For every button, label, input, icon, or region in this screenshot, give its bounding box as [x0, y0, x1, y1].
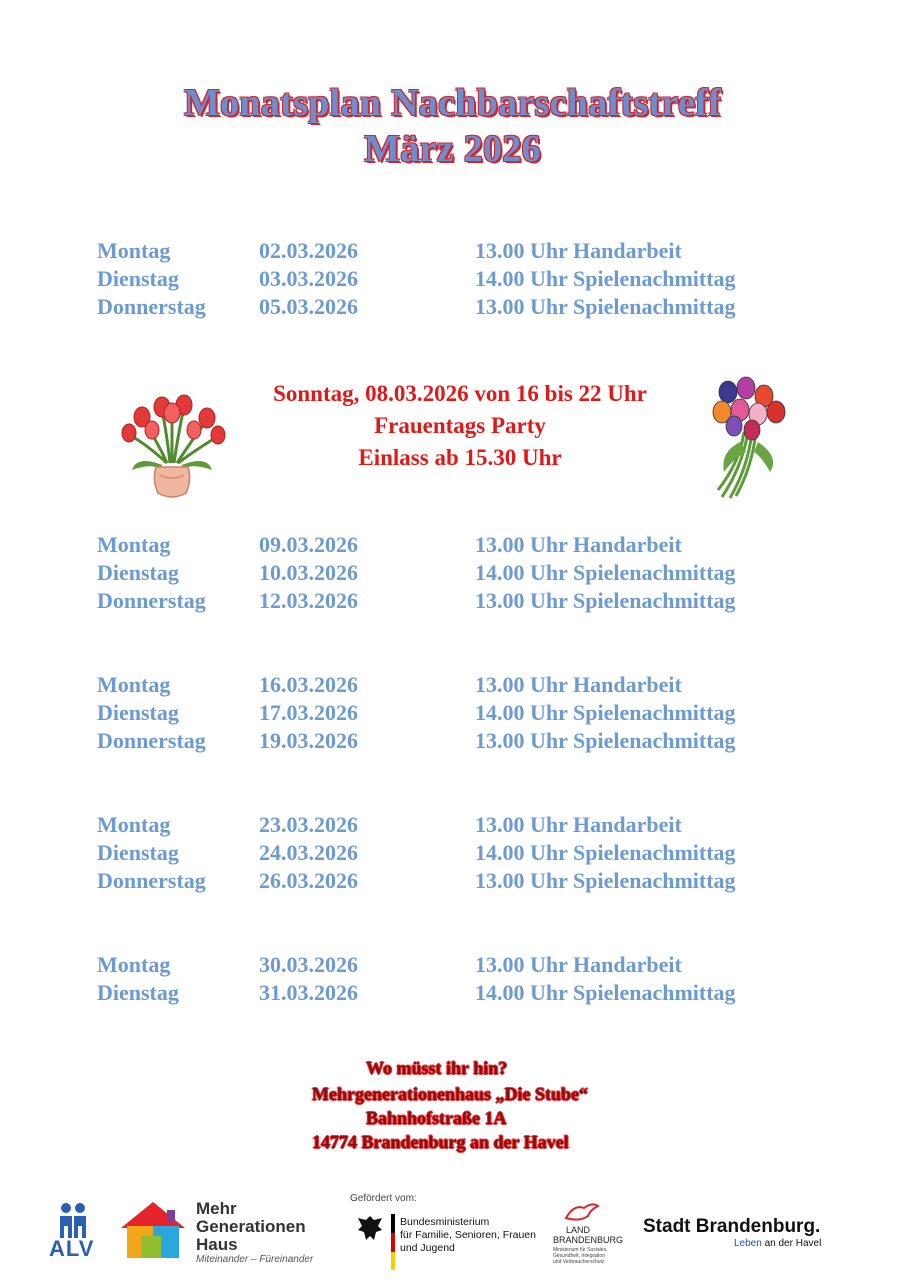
land-ministry-line-3: und Verbraucherschutz — [553, 1259, 605, 1265]
schedule-row — [0, 700, 905, 728]
city-tagline — [734, 1238, 821, 1249]
alv-logo-text: ALV — [49, 1236, 95, 1261]
row-event: 13.00 Uhr Handarbeit — [475, 238, 682, 263]
schedule-row — [0, 238, 905, 266]
brandenburg-eagle-icon — [562, 1200, 602, 1226]
row-event: 14.00 Uhr Spielenachmittag — [475, 560, 736, 585]
row-event: 13.00 Uhr Spielenachmittag — [475, 868, 736, 893]
city-tagline-havel: an der Havel — [764, 1238, 822, 1249]
row-event: 13.00 Uhr Handarbeit — [475, 952, 682, 977]
row-date: 24.03.2026 — [259, 840, 358, 865]
schedule-row — [0, 952, 905, 980]
row-date: 03.03.2026 — [259, 266, 358, 291]
mgh-line-1: Mehr — [196, 1199, 237, 1218]
land-line-2: BRANDENBURG — [553, 1235, 624, 1245]
land-ministry-line-1: Ministerium für Soziales, — [553, 1247, 608, 1253]
row-date: 26.03.2026 — [259, 868, 358, 893]
row-day: Montag — [97, 812, 171, 837]
row-day: Dienstag — [97, 560, 179, 585]
title-line-2: März 2026 — [364, 128, 541, 170]
schedule-row — [0, 294, 905, 322]
row-date: 05.03.2026 — [259, 294, 358, 319]
row-event: 13.00 Uhr Spielenachmittag — [475, 588, 736, 613]
row-date: 10.03.2026 — [259, 560, 358, 585]
row-date: 23.03.2026 — [259, 812, 358, 837]
row-date: 31.03.2026 — [259, 980, 358, 1005]
address-city: 14774 Brandenburg an der Havel — [312, 1132, 569, 1152]
row-day: Montag — [97, 952, 171, 977]
city-name: Stadt Brandenburg. — [643, 1216, 821, 1237]
schedule-row — [0, 588, 905, 616]
row-event: 14.00 Uhr Spielenachmittag — [475, 840, 736, 865]
row-event: 14.00 Uhr Spielenachmittag — [475, 266, 736, 291]
mehrgenerationenhaus-house-icon — [117, 1198, 189, 1262]
row-date: 12.03.2026 — [259, 588, 358, 613]
bmfsfj-line-3: und Jugend — [400, 1242, 455, 1254]
schedule-row — [0, 868, 905, 896]
row-event: 13.00 Uhr Handarbeit — [475, 812, 682, 837]
special-event — [200, 378, 720, 474]
row-event: 13.00 Uhr Handarbeit — [475, 532, 682, 557]
row-day: Montag — [97, 532, 171, 557]
row-day: Dienstag — [97, 266, 179, 291]
schedule-row — [0, 728, 905, 756]
row-date: 02.03.2026 — [259, 238, 358, 263]
schedule-row — [0, 560, 905, 588]
special-event-admission: Einlass ab 15.30 Uhr — [358, 445, 562, 470]
bmfsfj-line-1: Bundesministerium — [400, 1216, 490, 1228]
funded-by-label: Gefördert vom: — [350, 1193, 417, 1204]
city-tagline-leben: Leben — [734, 1238, 762, 1249]
schedule-row — [0, 812, 905, 840]
row-event: 14.00 Uhr Spielenachmittag — [475, 980, 736, 1005]
row-date: 19.03.2026 — [259, 728, 358, 753]
page-title — [0, 80, 905, 172]
row-day: Donnerstag — [97, 728, 206, 753]
row-event: 13.00 Uhr Spielenachmittag — [475, 728, 736, 753]
federal-eagle-icon — [356, 1214, 384, 1246]
special-event-date: Sonntag, 08.03.2026 von 16 bis 22 Uhr — [273, 381, 647, 406]
row-day: Donnerstag — [97, 868, 206, 893]
schedule-row — [0, 840, 905, 868]
row-day: Dienstag — [97, 840, 179, 865]
schedule-row — [0, 532, 905, 560]
title-line-1: Monatsplan Nachbarschaftstreff — [183, 82, 722, 124]
row-date: 17.03.2026 — [259, 700, 358, 725]
row-day: Dienstag — [97, 700, 179, 725]
address-street: Bahnhofstraße 1A — [366, 1108, 507, 1128]
row-day: Donnerstag — [97, 294, 206, 319]
mgh-line-2: Generationen — [196, 1217, 306, 1236]
schedule-row — [0, 266, 905, 294]
bmfsfj-line-2: für Familie, Senioren, Frauen — [400, 1229, 536, 1241]
special-event-name: Frauentags Party — [374, 413, 546, 438]
land-line-1: LAND — [566, 1225, 591, 1235]
german-flag-bar — [391, 1214, 395, 1270]
row-day: Montag — [97, 672, 171, 697]
row-event: 14.00 Uhr Spielenachmittag — [475, 700, 736, 725]
address-question: Wo müsst ihr hin? — [366, 1058, 508, 1078]
land-ministry-line-2: Gesundheit, Integration — [553, 1253, 605, 1259]
row-event: 13.00 Uhr Spielenachmittag — [475, 294, 736, 319]
mgh-tagline: Miteinander – Füreinander — [196, 1254, 314, 1265]
row-date: 16.03.2026 — [259, 672, 358, 697]
row-event: 13.00 Uhr Handarbeit — [475, 672, 682, 697]
address-venue: Mehrgenerationenhaus „Die Stube“ — [312, 1084, 588, 1104]
row-date: 09.03.2026 — [259, 532, 358, 557]
schedule-row — [0, 980, 905, 1008]
row-day: Dienstag — [97, 980, 179, 1005]
schedule-row — [0, 672, 905, 700]
row-day: Donnerstag — [97, 588, 206, 613]
mgh-line-3: Haus — [196, 1235, 238, 1254]
row-date: 30.03.2026 — [259, 952, 358, 977]
row-day: Montag — [97, 238, 171, 263]
